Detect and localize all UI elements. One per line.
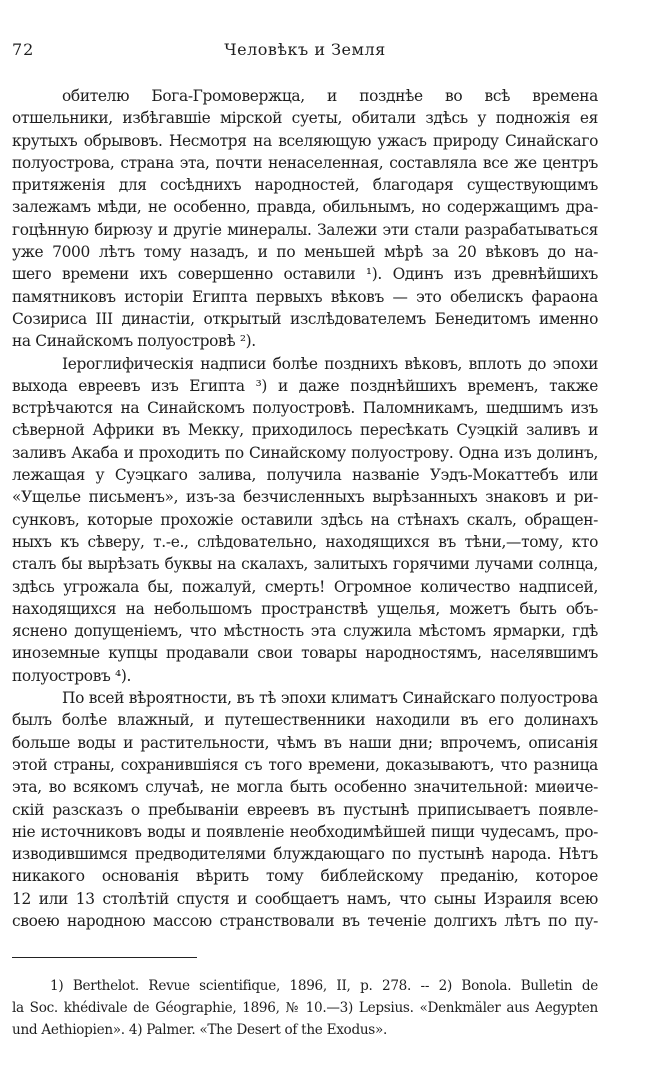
text-line: притяженія для сосѣднихъ народностей, благодаря существующимъ: [12, 176, 598, 195]
body-text: [12, 85, 598, 932]
text-line: находящихся на небольшомъ пространствѣ ущелья, можетъ быть объ-: [12, 599, 598, 618]
page-number: 72: [12, 40, 35, 59]
running-header: [12, 40, 598, 64]
text-line: ныхъ къ сѣверу, т.-е., слѣдовательно, находящихся въ тѣни,—тому, кто: [12, 532, 598, 551]
text-line: выхода евреевъ изъ Египта ³) и даже позднѣйшихъ временъ, также: [12, 376, 598, 395]
text-line: здѣсь угрожала бы, пожалуй, смерть! Огромное количество надписей,: [12, 577, 598, 596]
text-line: никакого основанія вѣрить тому библейскому преданію, которое: [12, 867, 598, 886]
text-line: на Синайскомъ полуостровѣ ²).: [12, 332, 256, 351]
text-line: этой страны, сохранившіяся съ того времени, доказываютъ, что разница: [12, 755, 598, 774]
text-line: полуостровъ ⁴).: [12, 666, 132, 685]
paragraph: [12, 687, 598, 932]
footnote-divider: [12, 957, 197, 958]
text-line: сунковъ, которые прохожіе оставили здѣсь на стѣнахъ скалъ, обращен-: [12, 510, 598, 529]
text-line: гоцѣнную бирюзу и другіе минералы. Залежи эти стали разрабатываться: [12, 220, 598, 239]
text-line: встрѣчаются на Синайскомъ полуостровѣ. Паломникамъ, шедшимъ изъ: [12, 399, 598, 418]
text-line: скій разсказъ о пребываніи евреевъ въ пустынѣ приписываетъ появле-: [12, 800, 598, 819]
paragraph: [12, 85, 598, 353]
footnotes: [12, 975, 598, 1041]
text-line: сѣверной Африки въ Мекку, приходилось пересѣкать Суэцкій заливъ и: [12, 421, 598, 440]
running-title: Человѣкъ и Земля: [224, 40, 386, 59]
text-line: Созириса III династіи, открытый изслѣдователемъ Бенедитомъ именно: [12, 309, 598, 328]
text-line: крутыхъ обрывовъ. Несмотря на вселяющую ужасъ природу Синайскаго: [12, 131, 598, 150]
text-line: иноземные купцы продавали свои товары народностямъ, населявшимъ: [12, 644, 598, 663]
text-line: изводившимся предводителями блуждающаго по пустынѣ народа. Нѣтъ: [12, 845, 598, 864]
text-line: 12 или 13 столѣтій спустя и сообщаетъ намъ, что сыны Израиля всею: [12, 889, 598, 908]
text-line: былъ болѣе влажный, и путешественники находили въ его долинахъ: [12, 711, 598, 730]
text-line: лежащая у Суэцкаго залива, получила названіе Уэдъ-Мокаттебъ или: [12, 466, 598, 485]
text-line: полуострова, страна эта, почти ненаселенная, составляла все же центръ: [12, 153, 598, 172]
text-line: залежамъ мѣди, не особенно, правда, обильнымъ, но содержащимъ дра-: [12, 198, 598, 217]
text-line: эта, во всякомъ случаѣ, не могла быть особенно значительной: миѳиче-: [12, 778, 598, 797]
text-line: яснено допущеніемъ, что мѣстность эта служила мѣстомъ ярмарки, гдѣ: [12, 622, 598, 641]
text-line: ніе источниковъ воды и появленіе необходимѣйшей пищи чудесамъ, про-: [12, 822, 598, 841]
text-line: уже 7000 лѣтъ тому назадъ, и по меньшей мѣрѣ за 20 вѣковъ до на-: [12, 243, 598, 262]
paragraph: [12, 353, 598, 687]
text-line: Іероглифическія надписи болѣе позднихъ вѣковъ, вплоть до эпохи: [62, 354, 598, 373]
footnote-line: la Soc. khédivale de Géographie, 1896, № 10.—3) Lepsius. «Denkmäler aus Aegypten: [12, 1000, 598, 1016]
text-line: сталъ бы вырѣзать буквы на скалахъ, залитыхъ горячими лучами солнца,: [12, 555, 598, 574]
text-line: отшельники, избѣгавшіе мірской суеты, обитали здѣсь у подножія ея: [12, 109, 598, 128]
text-line: обителю Бога-Громовержца, и позднѣе во всѣ времена: [62, 87, 598, 105]
text-line: По всей вѣроятности, въ тѣ эпохи климатъ Синайскаго полуострова: [62, 689, 598, 708]
text-line: «Ущелье письменъ», изъ-за безчисленныхъ вырѣзанныхъ знаковъ и ри-: [12, 488, 598, 507]
text-line: памятниковъ исторіи Египта первыхъ вѣковъ — это обелискъ фараона: [12, 287, 598, 306]
text-line: шего времени ихъ совершенно оставили ¹). Одинъ изъ древнѣйшихъ: [12, 265, 598, 284]
footnote-line: und Aethiopien». 4) Palmer. «The Desert of the Exodus».: [12, 1022, 388, 1038]
footnote-line: 1) Berthelot. Revue scientifique, 1896, II, p. 278. -- 2) Bonola. Bulletin de: [50, 978, 598, 994]
text-line: своею народною массою странствовали въ теченіе долгихъ лѣтъ по пу-: [12, 911, 598, 930]
text-line: больше воды и растительности, чѣмъ въ наши дни; впрочемъ, описанія: [12, 733, 598, 752]
text-line: заливъ Акаба и проходить по Синайскому полуострову. Одна изъ долинъ,: [12, 443, 598, 462]
